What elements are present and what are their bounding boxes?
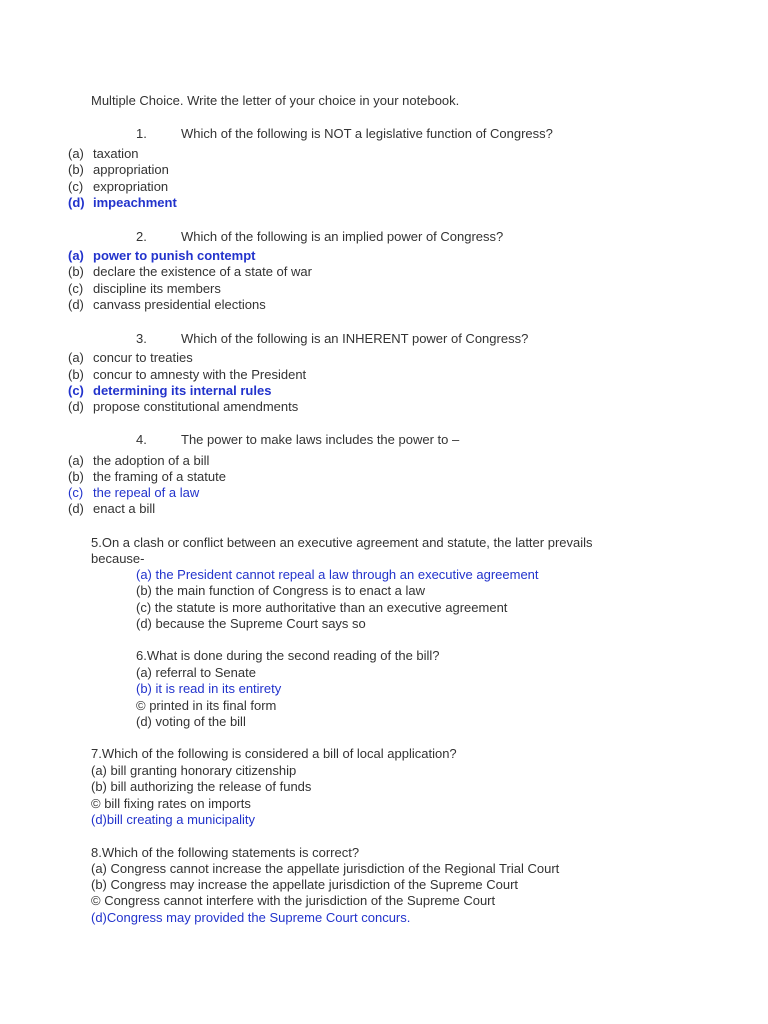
q5-option-d: (d) because the Supreme Court says so bbox=[136, 616, 366, 631]
q5-option-a-answer: (a) the President cannot repeal a law through an executive agreement bbox=[136, 567, 539, 582]
q3-option-a: (a) concur to treaties bbox=[68, 350, 193, 365]
q2-option-c: (c) discipline its members bbox=[68, 281, 221, 296]
q8-option-b: (b) Congress may increase the appellate jurisdiction of the Supreme Court bbox=[91, 877, 519, 892]
q7-option-c: © bill fixing rates on imports bbox=[91, 796, 251, 811]
question-7-text: 7.Which of the following is considered a bill of local application? bbox=[91, 746, 457, 761]
q4-option-d: (d) enact a bill bbox=[68, 501, 156, 516]
q6-option-a: (a) referral to Senate bbox=[136, 665, 256, 680]
q1-option-b: (b) appropriation bbox=[68, 162, 169, 177]
question-2 bbox=[136, 229, 503, 245]
question-3-number: 3. bbox=[136, 331, 147, 346]
q3-option-c-answer: (c) determining its internal rules bbox=[68, 383, 272, 398]
question-1-text: Which of the following is NOT a legislative function of Congress? bbox=[181, 126, 553, 141]
q2-option-d: (d) canvass presidential elections bbox=[68, 297, 266, 312]
question-4-number: 4. bbox=[136, 432, 147, 447]
question-6-text: 6.What is done during the second reading of the bill? bbox=[136, 648, 440, 663]
q6-option-c: © printed in its final form bbox=[136, 698, 277, 713]
q7-option-d-answer: (d)bill creating a municipality bbox=[91, 812, 256, 827]
question-3-text: Which of the following is an INHERENT power of Congress? bbox=[181, 331, 529, 346]
q5-option-c: (c) the statute is more authoritative than an executive agreement bbox=[136, 600, 508, 615]
q1-option-d-answer: (d) impeachment bbox=[68, 195, 177, 210]
question-3 bbox=[136, 331, 528, 347]
q3-option-d: (d) propose constitutional amendments bbox=[68, 399, 299, 414]
q6-option-d: (d) voting of the bill bbox=[136, 714, 246, 729]
q4-option-b: (b) the framing of a statute bbox=[68, 469, 226, 484]
q2-option-b: (b) declare the existence of a state of war bbox=[68, 264, 312, 279]
q5-option-b: (b) the main function of Congress is to enact a law bbox=[136, 583, 426, 598]
question-5-text-line-1: 5.On a clash or conflict between an executive agreement and statute, the latter prevails bbox=[91, 535, 593, 550]
q4-option-c-answer: (c) the repeal of a law bbox=[68, 485, 200, 500]
q7-option-b: (b) bill authorizing the release of funds bbox=[91, 779, 312, 794]
question-4 bbox=[136, 432, 459, 448]
question-2-text: Which of the following is an implied power of Congress? bbox=[181, 229, 504, 244]
q6-option-b-answer: (b) it is read in its entirety bbox=[136, 681, 282, 696]
q8-option-a: (a) Congress cannot increase the appellate jurisdiction of the Regional Trial Court bbox=[91, 861, 560, 876]
question-4-text: The power to make laws includes the power to – bbox=[181, 432, 460, 447]
q7-option-a: (a) bill granting honorary citizenship bbox=[91, 763, 297, 778]
q2-option-a-answer: (a) power to punish contempt bbox=[68, 248, 256, 263]
question-1-number: 1. bbox=[136, 126, 147, 141]
question-2-number: 2. bbox=[136, 229, 147, 244]
question-1 bbox=[136, 126, 553, 142]
question-8-text: 8.Which of the following statements is correct? bbox=[91, 845, 360, 860]
q1-option-a: (a) taxation bbox=[68, 146, 139, 161]
q3-option-b: (b) concur to amnesty with the President bbox=[68, 367, 307, 382]
question-5-text-line-2: because- bbox=[91, 551, 145, 566]
instruction-text: Multiple Choice. Write the letter of your choice in your notebook. bbox=[91, 93, 460, 108]
q4-option-a: (a) the adoption of a bill bbox=[68, 453, 210, 468]
q8-option-c: © Congress cannot interfere with the jurisdiction of the Supreme Court bbox=[91, 893, 496, 908]
q8-option-d-answer: (d)Congress may provided the Supreme Court concurs. bbox=[91, 910, 411, 925]
q1-option-c: (c) expropriation bbox=[68, 179, 169, 194]
